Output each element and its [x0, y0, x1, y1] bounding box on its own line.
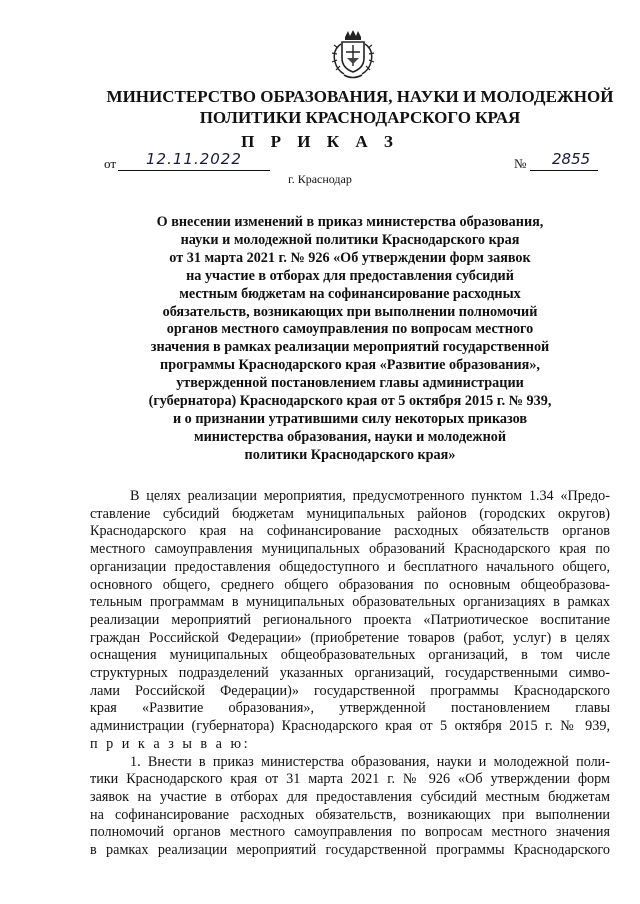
- body-line: в рамках реализации мероприятий государственной программы Краснодарского: [90, 842, 610, 859]
- subject-line: органов местного самоуправления по вопросам местного: [166, 321, 534, 338]
- body-line: тики Краснодарского края от 31 марта 2021 г. № 926 «Об утверждении форм: [90, 771, 610, 788]
- handwritten-date: 12.11.2022: [146, 150, 242, 168]
- subject-line: значения в рамках реализации мероприятий государственной: [150, 339, 550, 356]
- date-label: от: [104, 156, 117, 171]
- body-line: основного общего, среднего общего образования по основным общеобразова-: [90, 576, 610, 593]
- body-line: оснащения муниципальных общеобразовательных организаций, в том числе: [90, 647, 610, 664]
- subject-line: и о признании утратившими силу некоторых приказов: [172, 410, 528, 427]
- ministry-name-line-1: МИНИСТЕРСТВО ОБРАЗОВАНИЯ, НАУКИ И МОЛОДЕЖНОЙ: [106, 87, 614, 106]
- body-line: Краснодарского края на софинансирование расходных обязательств органов: [90, 523, 610, 540]
- subject-line: политики Краснодарского края»: [244, 446, 456, 463]
- subject-line: местным бюджетам на софинансирование расходных: [179, 285, 521, 302]
- number-underline: [530, 170, 598, 171]
- ministry-name: [100, 86, 620, 128]
- order-subject: [120, 214, 580, 465]
- body-line: лами Российской Федерации)» государственной программы Краснодарского: [90, 682, 610, 699]
- body-line: края «Развитие образования», утвержденной постановлением главы: [90, 700, 610, 717]
- body-line: реализации мероприятий регионального проекта «Патриотическое воспитание: [90, 611, 610, 628]
- body-line: заявок на участие в отборах для предоставления субсидий местным бюджетам: [90, 788, 610, 805]
- subject-line: программы Краснодарского края «Развитие образования»,: [160, 357, 540, 374]
- body-line: полномочий органов местного самоуправления по вопросам местного значения: [90, 824, 610, 841]
- subject-line: О внесении изменений в приказ министерства образования,: [156, 214, 544, 230]
- document-type: П Р И К А З: [241, 132, 399, 151]
- date-number-row: [0, 150, 640, 174]
- body-line: структурных подразделений указанных организаций, государственными симво-: [90, 665, 610, 682]
- subject-line: утвержденной постановлением главы администрации: [176, 375, 524, 392]
- body-line: организации предоставления общедоступного и бесплатного начального общего,: [90, 558, 610, 575]
- date-underline: [118, 170, 270, 171]
- body-line: местного самоуправления муниципальных образований Краснодарского края по: [90, 541, 610, 558]
- body-line: ставление субсидий бюджетам муниципальных районов (городских округов): [90, 505, 610, 522]
- ministry-name-line-2: ПОЛИТИКИ КРАСНОДАРСКОГО КРАЯ: [199, 108, 521, 127]
- subject-line: обязательств, возникающих при выполнении полномочий: [162, 303, 538, 320]
- handwritten-number: 2855: [552, 150, 591, 168]
- subject-line: науки и молодежной политики Краснодарского края: [180, 231, 520, 248]
- body-line: В целях реализации мероприятия, предусмотренного пунктом 1.34 «Предо-: [130, 488, 610, 504]
- body-line: тельным программам в муниципальных образовательных организациях в рамках: [90, 594, 610, 611]
- subject-line: на участие в отборах для предоставления субсидий: [186, 267, 514, 284]
- subject-line: министерства образования, науки и молодежной: [193, 428, 507, 445]
- body-line: граждан Российской Федерации» (приобретение товаров (работ, услуг) в целях: [90, 629, 610, 646]
- number-label: №: [514, 156, 527, 171]
- body-line: администрации (губернатора) Краснодарского края от 5 октября 2015 г. № 939,: [90, 718, 610, 735]
- subject-line: от 31 марта 2021 г. № 926 «Об утверждении форм заявок: [169, 249, 531, 266]
- order-decree-word: п р и к а з ы в а ю:: [90, 735, 251, 752]
- krasnodar-coat-of-arms-icon: [330, 28, 376, 82]
- order-body: [90, 488, 610, 860]
- body-line: на софинансирование расходных обязательств, возникающих при выполнении: [90, 806, 610, 823]
- subject-line: (губернатора) Краснодарского края от 5 октября 2015 г. № 939,: [148, 393, 552, 410]
- body-line: 1. Внести в приказ министерства образования, науки и молодежной поли-: [130, 753, 610, 770]
- city: г. Краснодар: [288, 172, 352, 186]
